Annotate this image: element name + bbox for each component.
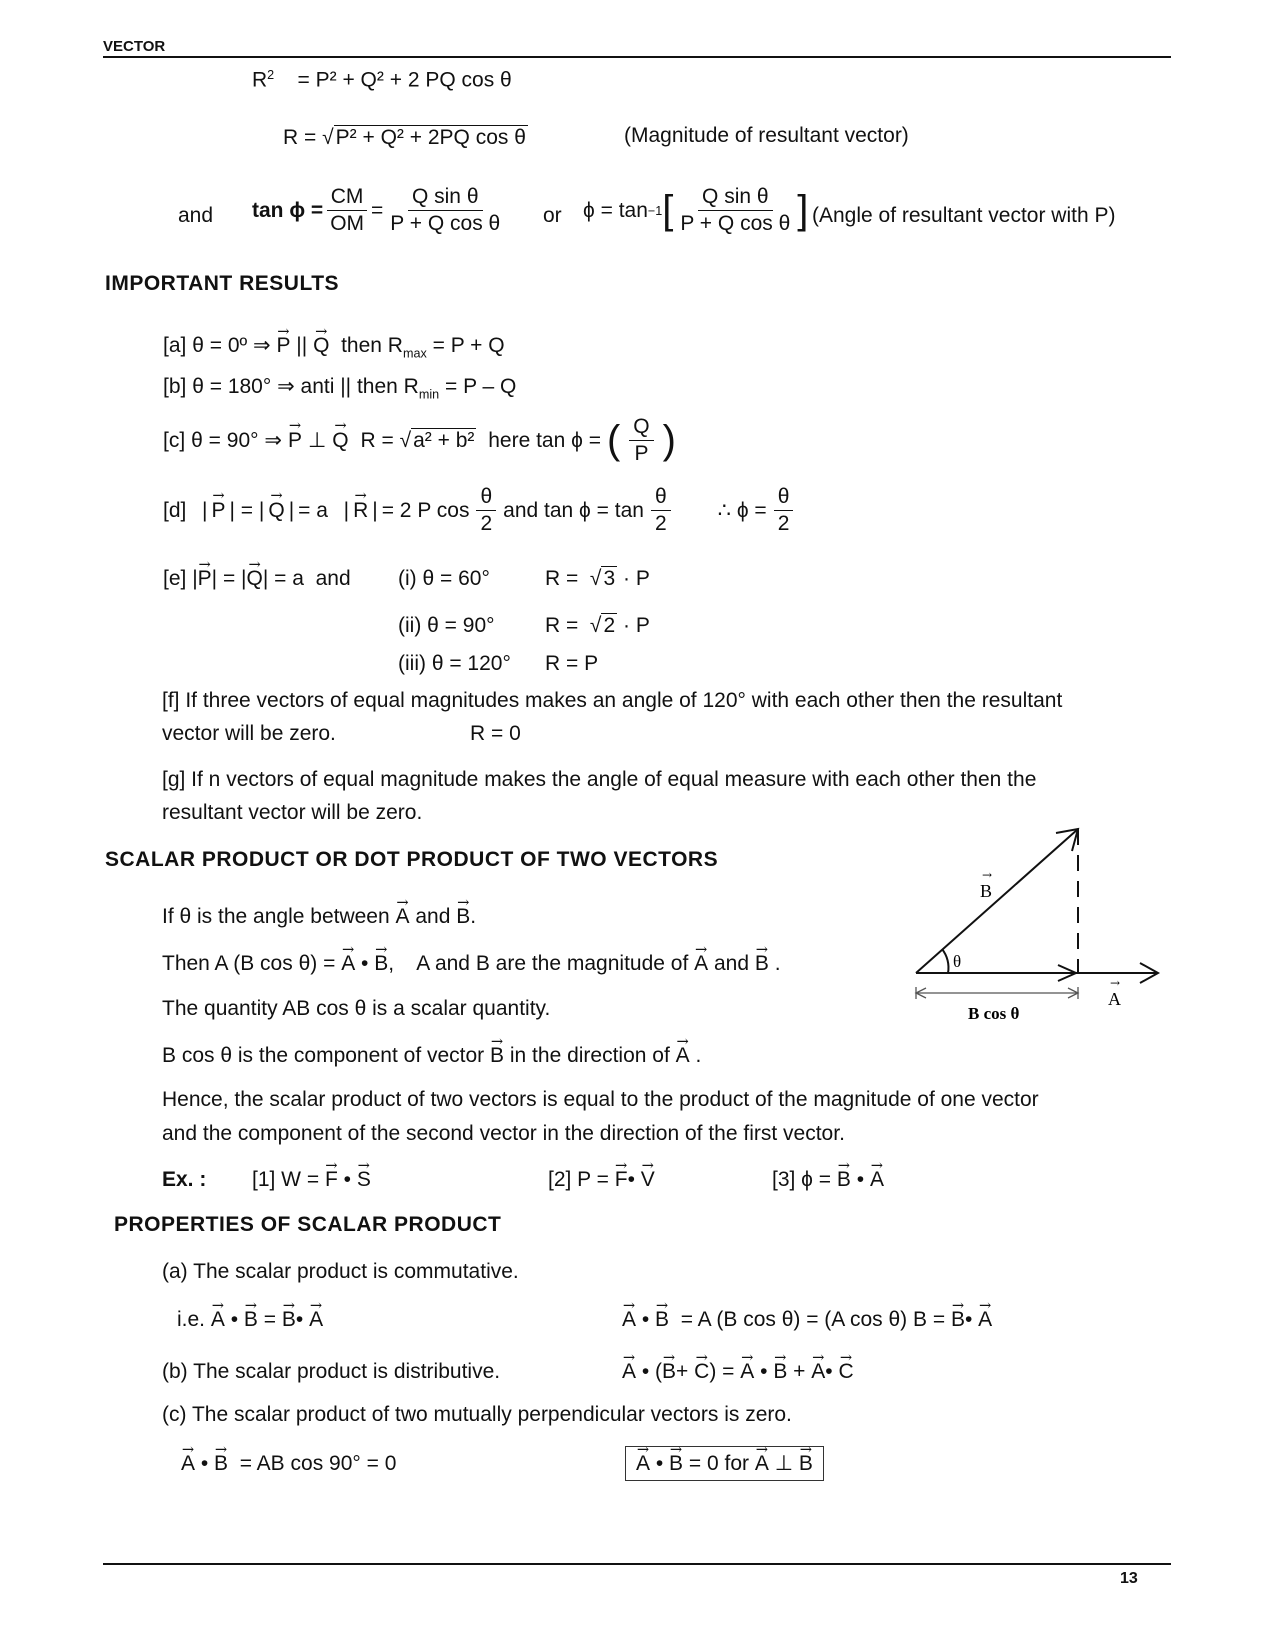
examples-label: Ex. : <box>162 1168 207 1191</box>
result-e-r-3: R = P <box>545 652 599 675</box>
perpendicular-condition-box: → A • → B = 0 for → A ⊥ → B <box>625 1446 824 1481</box>
header-rule <box>103 56 1171 58</box>
property-b: (b) The scalar product is distributive. <box>162 1360 501 1383</box>
scalar-line-4: B cos θ is the component of vector → B in the direction of → A . <box>162 1044 701 1068</box>
scalar-line-6: and the component of the second vector in the direction of the first vector. <box>162 1122 845 1145</box>
result-e-case-1: (i) θ = 60° <box>398 567 490 590</box>
diagram-label-a-arrow: → <box>1110 976 1121 990</box>
result-e-r-2: R = √2 · P <box>545 614 650 637</box>
heading-properties: PROPERTIES OF SCALAR PRODUCT <box>114 1213 502 1236</box>
result-c: [c] θ = 90° ⇒ → P ⊥ → Q R = √a² + b² here tan ϕ = ( $\frac{Q}{P}$ ) <box>163 415 676 466</box>
property-b-eq: → A • (→ B+ → C) = → A • → B + → A• → C <box>622 1360 854 1384</box>
property-a-expansion: → A • → B = A (B cos θ) = (A cos θ) B = → B• → A <box>622 1308 992 1332</box>
magnitude-note: (Magnitude of resultant vector) <box>624 124 909 147</box>
result-f-r: R = 0 <box>470 722 521 745</box>
example-3: [3] ϕ = → B • → A <box>772 1168 884 1192</box>
example-1: [1] W = → F • → S <box>252 1168 371 1192</box>
result-e-case-3: (iii) θ = 120° <box>398 652 511 675</box>
result-f-line2: vector will be zero. <box>162 722 336 745</box>
equation-r-squared: $R^2$ = P² + Q² + 2 PQ cos θ <box>252 68 512 92</box>
footer-rule <box>103 1563 1171 1565</box>
result-a: [a] θ = 0º ⇒ → P || → Q then $R_{max} = P + Q$ <box>163 333 505 361</box>
scalar-line-5: Hence, the scalar product of two vectors is equal to the product of the magnitude of one vector <box>162 1088 1039 1111</box>
equation-phi: ϕ = tan −1 [ $\frac{\text{Q sin θ}}{\text{P + Q cos θ}}$ ] <box>583 185 809 235</box>
diagram-label-b-arrow: → <box>982 868 993 882</box>
or-text: or <box>543 204 562 227</box>
result-g-line1: [g] If n vectors of equal magnitude makes the angle of equal measure with each other then the <box>162 768 1037 791</box>
result-f-line1: [f] If three vectors of equal magnitudes makes an angle of 120° with each other then the resultant <box>162 689 1063 712</box>
scalar-line-3: The quantity AB cos θ is a scalar quantity. <box>162 997 551 1020</box>
property-c-eq: → A • → B = AB cos 90° = 0 <box>181 1452 396 1476</box>
diagram-label-bcos: B cos θ <box>968 1004 1020 1023</box>
diagram-label-b: B <box>980 881 993 901</box>
diagram-label-a: A <box>1108 989 1121 1009</box>
result-g-line2: resultant vector will be zero. <box>162 801 423 824</box>
equation-r-magnitude: R = √P² + Q² + 2PQ cos θ <box>283 126 526 149</box>
vector-b-line <box>916 829 1078 973</box>
property-a-eq: i.e. → A • → B = → B• → A <box>177 1308 323 1332</box>
angle-note: (Angle of resultant vector with P) <box>812 204 1116 227</box>
result-e-r-1: R = √3 · P <box>545 567 650 590</box>
bcos-dimension-line <box>916 987 1078 999</box>
result-e: [e] |→ P| = |→ Q| = a and <box>163 567 351 591</box>
property-a: (a) The scalar product is commutative. <box>162 1260 519 1283</box>
heading-scalar-product: SCALAR PRODUCT OR DOT PRODUCT OF TWO VECTORS <box>105 848 719 871</box>
result-e-case-2: (ii) θ = 90° <box>398 614 495 637</box>
diagram-label-theta: θ <box>953 952 962 971</box>
property-c: (c) The scalar product of two mutually perpendicular vectors is zero. <box>162 1403 792 1426</box>
result-d: [d] | → P | = | → Q | = a | → R | = 2 P cos $\frac{\theta}{2}$ and tan ϕ = tan $\frac{\theta}{2}$ ∴ ϕ = $\frac{\theta}{2}$ <box>163 485 796 536</box>
and-text: and <box>178 204 214 227</box>
page-number: 13 <box>1120 1570 1138 1587</box>
scalar-line-1: If θ is the angle between → A and → B. <box>162 905 476 929</box>
example-2: [2] P = → F• → V <box>548 1168 655 1192</box>
result-b: [b] θ = 180° ⇒ anti || then $R_{min} = P - Q$ <box>163 375 517 402</box>
heading-important-results: IMPORTANT RESULTS <box>105 272 340 295</box>
dot-product-diagram <box>900 815 1170 1025</box>
theta-arc <box>942 949 948 973</box>
running-header: VECTOR <box>103 38 166 55</box>
equation-tan-phi: tan ϕ = $\frac{CM}{OM}$ = $\frac{\text{Q sin θ}}{\text{P + Q cos θ}}$ <box>252 185 501 235</box>
scalar-line-2: Then A (B cos θ) = → A • → B, A and B are the magnitude of → A and → B . <box>162 952 781 976</box>
